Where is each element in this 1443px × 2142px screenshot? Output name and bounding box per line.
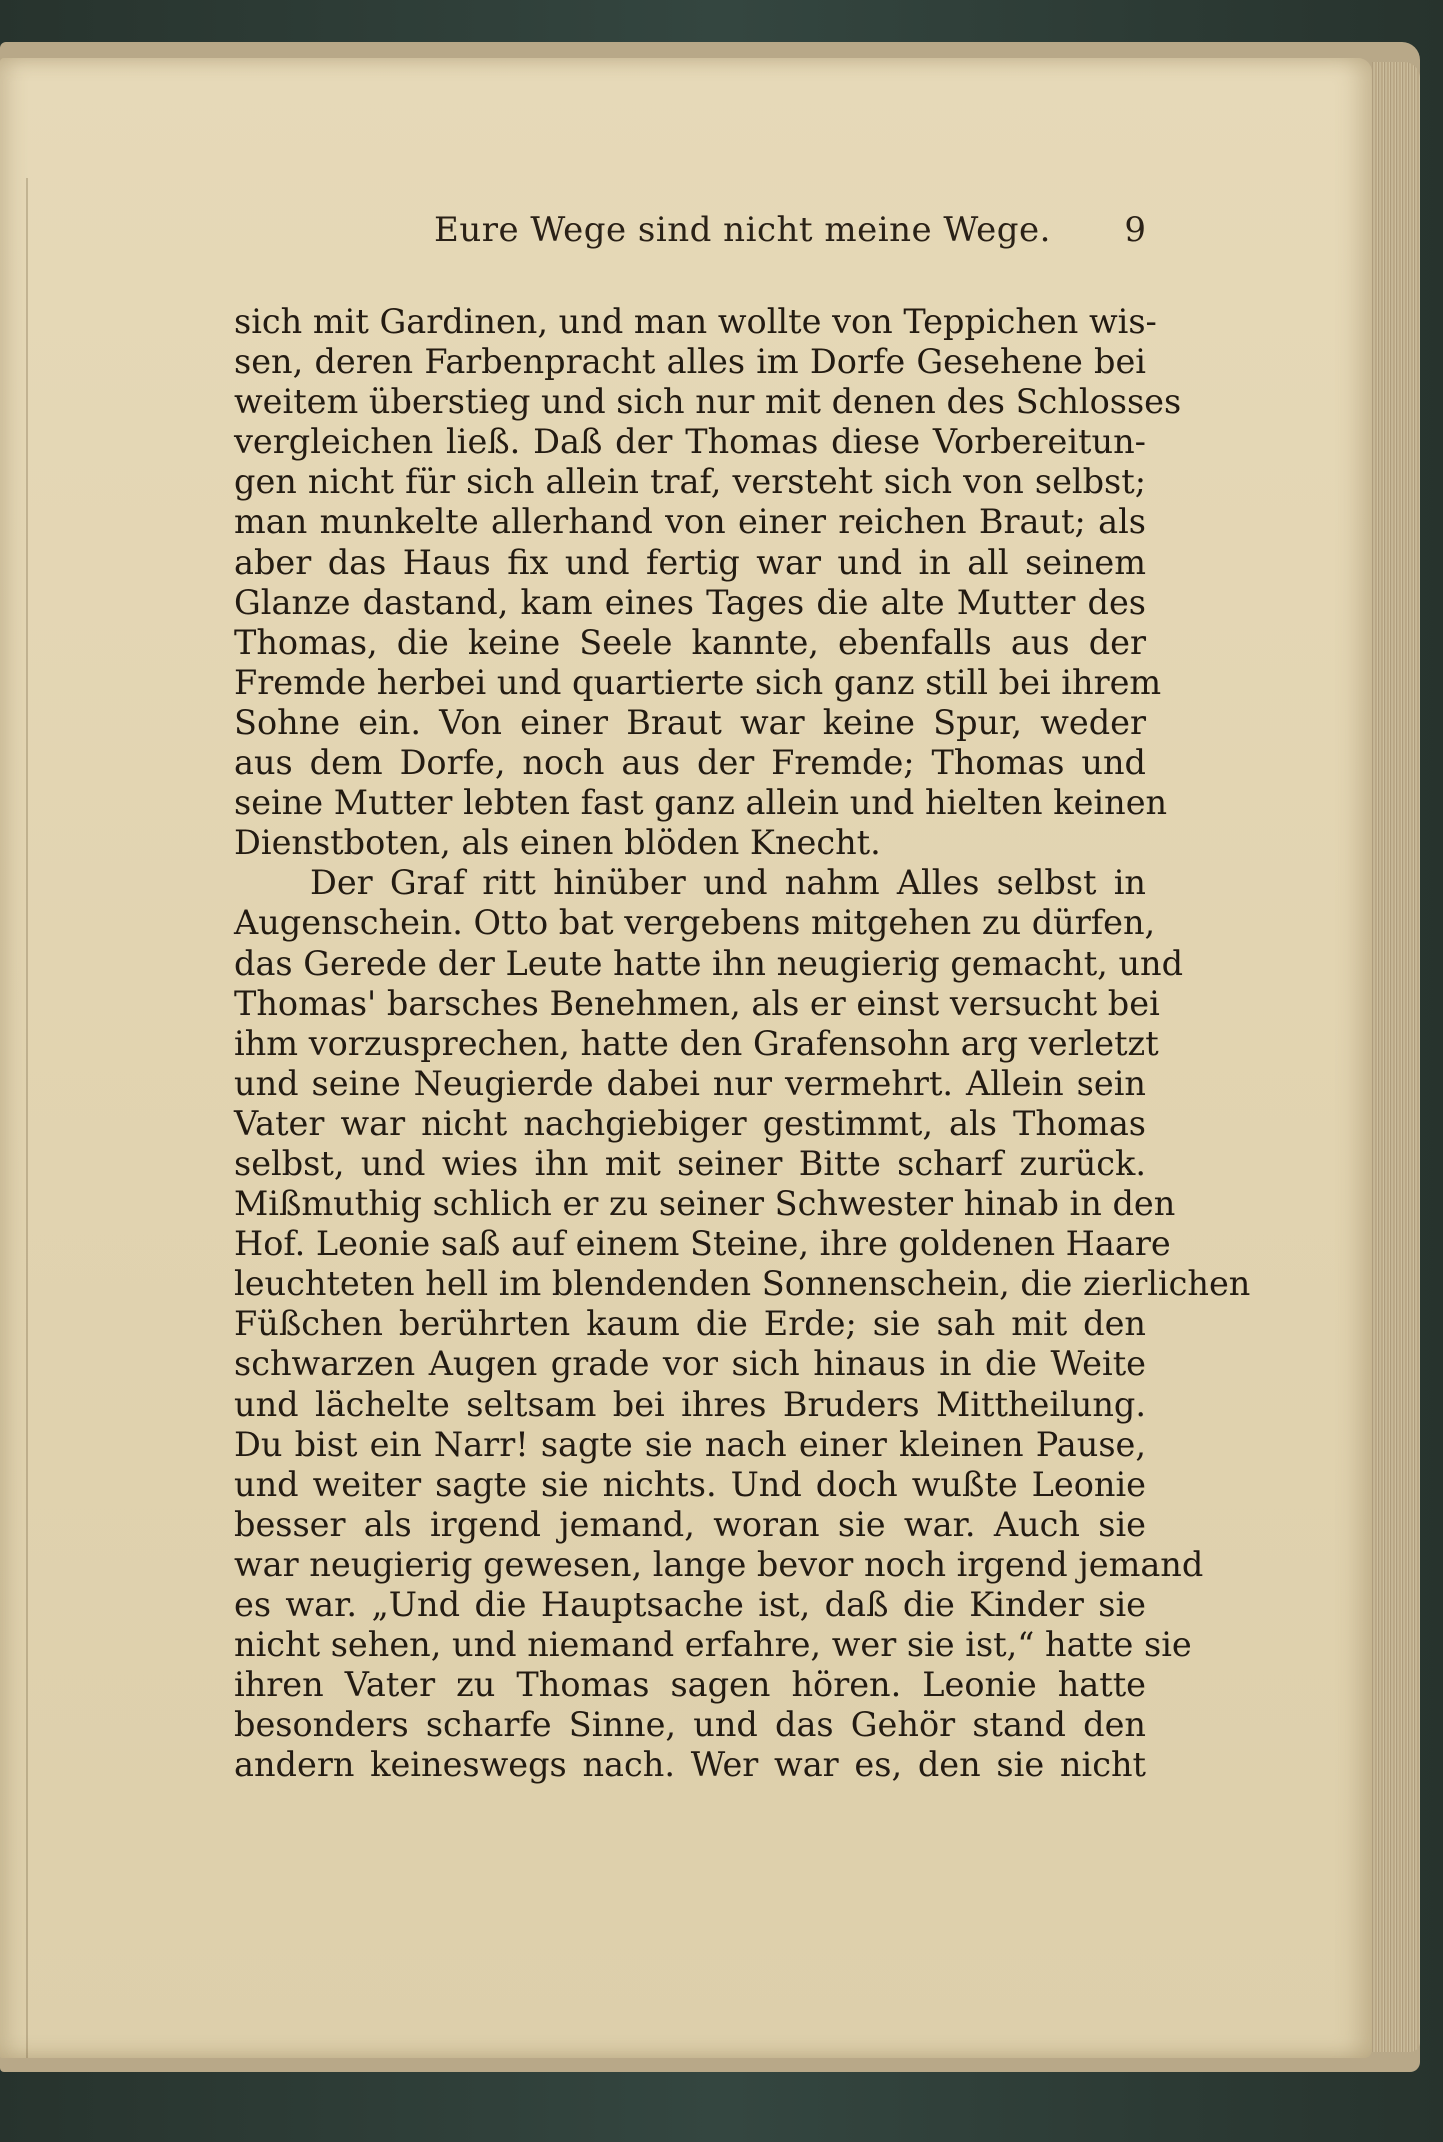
text-line: sen, deren Farbenpracht alles im Dorfe Gesehene bei [234, 342, 1146, 382]
text-line: Glanze dastand, kam eines Tages die alte Mutter des [234, 582, 1146, 622]
text-line: Fremde herbei und quartierte sich ganz still bei ihrem [234, 662, 1162, 702]
text-line: vergleichen ließ. Daß der Thomas diese Vorbereitun- [234, 422, 1146, 462]
text-line: leuchteten hell im blendenden Sonnenschein, die zierlichen [234, 1264, 1251, 1304]
text-line-paragraph-end: Dienstboten, als einen blöden Knecht. [234, 823, 881, 863]
text-line: und seine Neugierde dabei nur vermehrt. Allein sein [234, 1063, 1146, 1103]
page-edges [1372, 62, 1420, 2052]
text-line: schwarzen Augen grade vor sich hinaus in die Weite [234, 1344, 1146, 1384]
text-line: aus dem Dorfe, noch aus der Fremde; Thomas und [234, 743, 1146, 783]
text-line: seine Mutter lebten fast ganz allein und hielten keinen [234, 783, 1168, 823]
running-title: Eure Wege sind nicht meine Wege. [434, 210, 1051, 250]
text-line: man munkelte allerhand von einer reichen Braut; als [234, 502, 1146, 542]
text-line: nicht sehen, und niemand erfahre, wer sie ist,“ hatte sie [234, 1625, 1192, 1665]
text-line: es war. „Und die Hauptsache ist, daß die Kinder sie [234, 1585, 1146, 1624]
text-line: ihren Vater zu Thomas sagen hören. Leonie hatte [234, 1665, 1146, 1705]
text-line: weitem überstieg und sich nur mit denen des Schlosses [234, 382, 1182, 422]
text-line-paragraph-start: Der Graf ritt hinüber und nahm Alles selbst in [310, 863, 1146, 903]
text-line: Vater war nicht nachgiebiger gestimmt, als Thomas [234, 1103, 1146, 1143]
gutter-shadow [26, 178, 28, 2058]
text-line: andern keineswegs nach. Wer war es, den sie nicht [234, 1745, 1146, 1785]
body-text [234, 302, 1251, 1785]
text-line: Hof. Leonie saß auf einem Steine, ihre goldenen Haare [234, 1224, 1171, 1264]
text-line: Sohne ein. Von einer Braut war keine Spur, weder [234, 702, 1146, 742]
text-line: war neugierig gewesen, lange bevor noch irgend jemand [234, 1544, 1204, 1584]
text-line: sich mit Gardinen, und man wollte von Teppichen wis- [234, 302, 1157, 341]
text-line: Augenschein. Otto bat vergebens mitgehen zu dürfen, [234, 903, 1156, 943]
page-header [234, 204, 1146, 260]
text-line: Füßchen berührten kaum die Erde; sie sah mit den [234, 1304, 1146, 1344]
text-line: aber das Haus fix und fertig war und in all seinem [234, 542, 1146, 582]
text-line: selbst, und wies ihn mit seiner Bitte scharf zurück. [234, 1143, 1146, 1183]
text-line: und weiter sagte sie nichts. Und doch wußte Leonie [234, 1464, 1146, 1504]
text-line: Mißmuthig schlich er zu seiner Schwester hinab in den [234, 1184, 1176, 1224]
text-line: Du bist ein Narr! sagte sie nach einer kleinen Pause, [234, 1424, 1146, 1464]
text-line: ihm vorzusprechen, hatte den Grafensohn arg verletzt [234, 1023, 1159, 1063]
text-line: besser als irgend jemand, woran sie war. Auch sie [234, 1504, 1146, 1544]
text-line: das Gerede der Leute hatte ihn neugierig gemacht, und [234, 943, 1184, 983]
text-line: Thomas, die keine Seele kannte, ebenfalls aus der [234, 622, 1146, 662]
text-line: Thomas' barsches Benehmen, als er einst versucht bei [234, 983, 1160, 1023]
text-line: und lächelte seltsam bei ihres Bruders Mittheilung. [234, 1384, 1146, 1424]
text-line: gen nicht für sich allein traf, versteht sich von selbst; [234, 462, 1146, 502]
text-line: besonders scharfe Sinne, und das Gehör stand den [234, 1705, 1146, 1745]
page-number: 9 [1124, 210, 1146, 250]
